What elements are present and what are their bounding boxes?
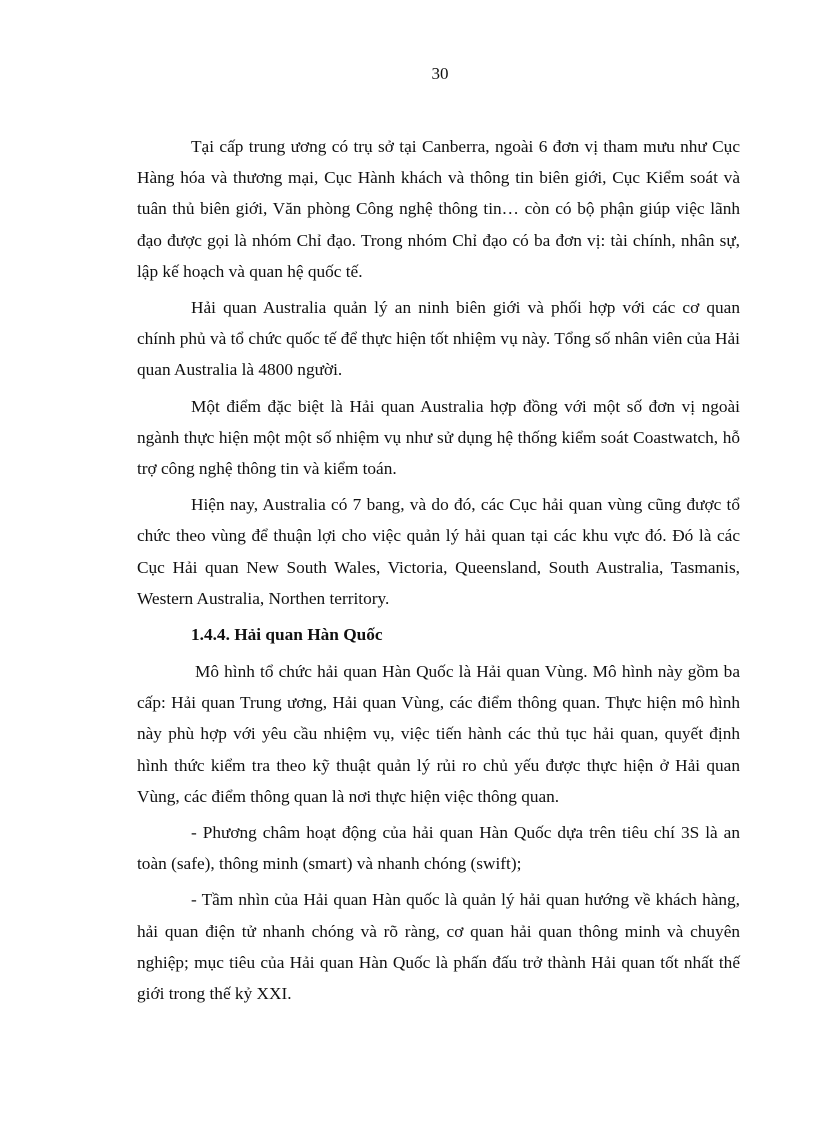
paragraph-outsourcing: Một điểm đặc biệt là Hải quan Australia hợp đồng với một số đơn vị ngoài ngành thực hiện một một số nhiệm vụ như sử dụng hệ thống kiểm soát Coastwatch, hỗ trợ công nghệ thông tin và kiểm toán.	[137, 396, 740, 479]
section-heading-korea-customs: 1.4.4. Hải quan Hàn Quốc	[191, 625, 383, 645]
document-body	[137, 131, 740, 1014]
paragraph-border-security: Hải quan Australia quản lý an ninh biên giới và phối hợp với các cơ quan chính phủ và tổ chức quốc tế để thực hiện tốt nhiệm vụ này. Tổng số nhân viên của Hải quan Australia là 4800 người.	[137, 298, 740, 380]
paragraph-regional-offices: Hiện nay, Australia có 7 bang, và do đó, các Cục hải quan vùng cũng được tổ chức theo vùng để thuận lợi cho việc quản lý hải quan tại các khu vực đó. Đó là các Cục Hải quan New South Wales, Victoria, Queensland, South Australia, Tasmanis, Western Australia, Northen territory.	[137, 495, 740, 608]
paragraph-korea-model: Mô hình tổ chức hải quan Hàn Quốc là Hải quan Vùng. Mô hình này gồm ba cấp: Hải quan Trung ương, Hải quan Vùng, các điểm thông quan. Thực hiện mô hình này phù hợp với yêu cầu nhiệm vụ, việc tiến hành các thủ tục hải quan, quyết định hình thức kiểm tra theo kỹ thuật quản lý rủi ro chủ yếu được thực hiện ở Hải quan Vùng, các điểm thông quan là nơi thực hiện việc thông quan.	[137, 662, 740, 806]
paragraph-korea-vision: - Tầm nhìn của Hải quan Hàn quốc là quản lý hải quan hướng về khách hàng, hải quan điện tử nhanh chóng và rõ ràng, cơ quan hải quan thông minh và chuyên nghiệp; mục tiêu của Hải quan Hàn Quốc là phấn đấu trở thành Hải quan tốt nhất thế giới trong thế kỷ XXI.	[137, 890, 740, 1004]
paragraph-korea-3s-motto: - Phương châm hoạt động của hải quan Hàn Quốc dựa trên tiêu chí 3S là an toàn (safe), thông minh (smart) và nhanh chóng (swift);	[137, 823, 740, 874]
paragraph-canberra-hq: Tại cấp trung ương có trụ sở tại Canberra, ngoài 6 đơn vị tham mưu như Cục Hàng hóa và thương mại, Cục Hành khách và thông tin biên giới, Cục Kiểm soát và tuân thủ biên giới, Văn phòng Công nghệ thông tin… còn có bộ phận giúp việc lãnh đạo được gọi là nhóm Chỉ đạo. Trong nhóm Chỉ đạo có ba đơn vị: tài chính, nhân sự, lập kế hoạch và quan hệ quốc tế.	[137, 137, 740, 281]
page-number: 30	[431, 64, 449, 83]
